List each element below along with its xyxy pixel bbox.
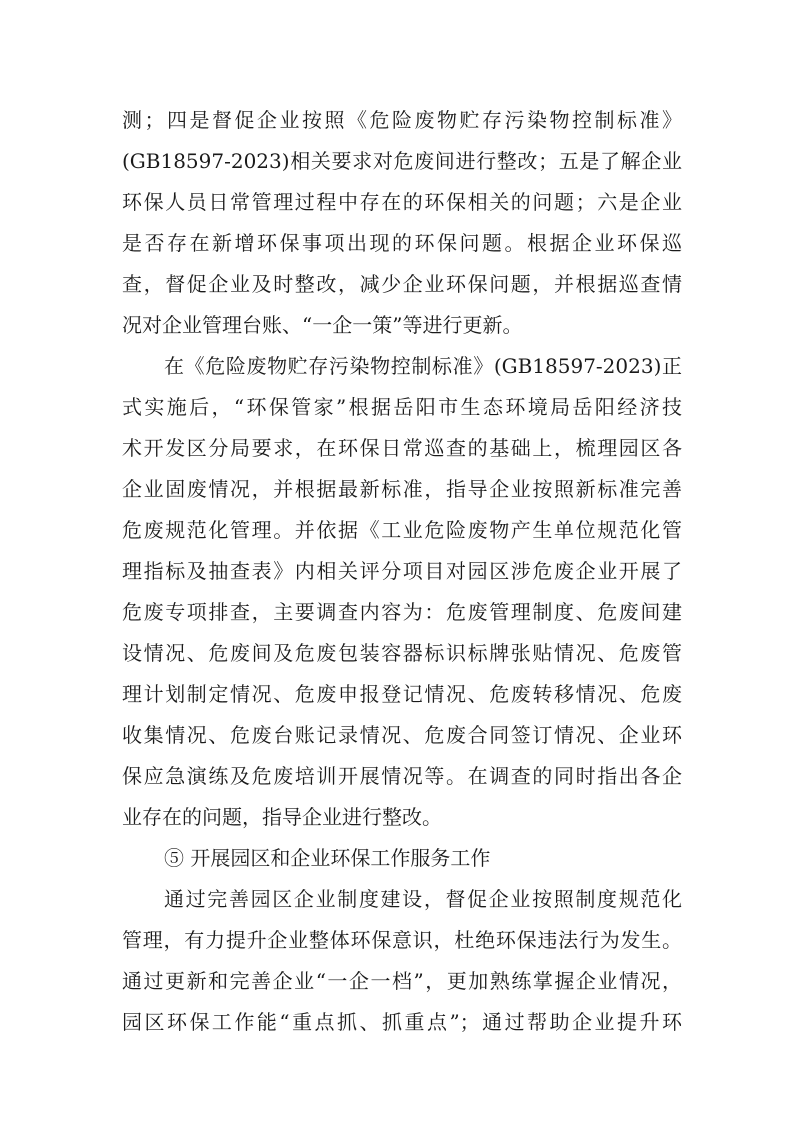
- paragraph-line: 园区环保工作能“重点抓、抓重点”；通过帮助企业提升环: [122, 1010, 682, 1034]
- paragraph-line: 理指标及抽查表》内相关评分项目对园区涉危废企业开展了: [122, 559, 682, 583]
- paragraph-line: 危废专项排查，主要调查内容为：危废管理制度、危废间建: [122, 600, 682, 624]
- paragraph-line: 是否存在新增环保事项出现的环保问题。根据企业环保巡: [122, 231, 682, 255]
- paragraph-line: 业存在的问题，指导企业进行整改。: [122, 805, 442, 829]
- paragraph-line: 企业固废情况，并根据最新标准，指导企业按照新标准完善: [122, 477, 682, 501]
- paragraph-line: 设情况、危废间及危废包装容器标识标牌张贴情况、危废管: [122, 641, 682, 665]
- paragraph-line: 在《危险废物贮存污染物控制标准》(GB18597-2023)正: [164, 354, 682, 378]
- paragraph-line: 危废规范化管理。并依据《工业危险废物产生单位规范化管: [122, 518, 682, 542]
- paragraph-line: 查，督促企业及时整改，减少企业环保问题，并根据巡查情: [122, 272, 682, 296]
- paragraph-line: 环保人员日常管理过程中存在的环保相关的问题；六是企业: [122, 190, 682, 214]
- paragraph-line: 通过完善园区企业制度建设，督促企业按照制度规范化: [164, 887, 682, 911]
- paragraph-line: 测；四是督促企业按照《危险废物贮存污染物控制标准》: [122, 108, 682, 132]
- paragraph-line: 理计划制定情况、危废申报登记情况、危废转移情况、危废: [122, 682, 682, 706]
- paragraph-line: 式实施后，“环保管家”根据岳阳市生态环境局岳阳经济技: [122, 395, 682, 419]
- paragraph-line: 管理，有力提升企业整体环保意识，杜绝环保违法行为发生。: [122, 928, 682, 952]
- paragraph-line: 收集情况、危废台账记录情况、危废合同签订情况、企业环: [122, 723, 682, 747]
- paragraph-line: (GB18597-2023)相关要求对危废间进行整改；五是了解企业: [122, 149, 682, 173]
- paragraph-line: 术开发区分局要求，在环保日常巡查的基础上，梳理园区各: [122, 436, 682, 460]
- paragraph-line: 通过更新和完善企业“一企一档”，更加熟练掌握企业情况，: [122, 969, 682, 993]
- paragraph-line: 保应急演练及危废培训开展情况等。在调查的同时指出各企: [122, 764, 682, 788]
- paragraph-line: 况对企业管理台账、“一企一策”等进行更新。: [122, 313, 523, 337]
- section-heading: ⑤ 开展园区和企业环保工作服务工作: [164, 846, 491, 870]
